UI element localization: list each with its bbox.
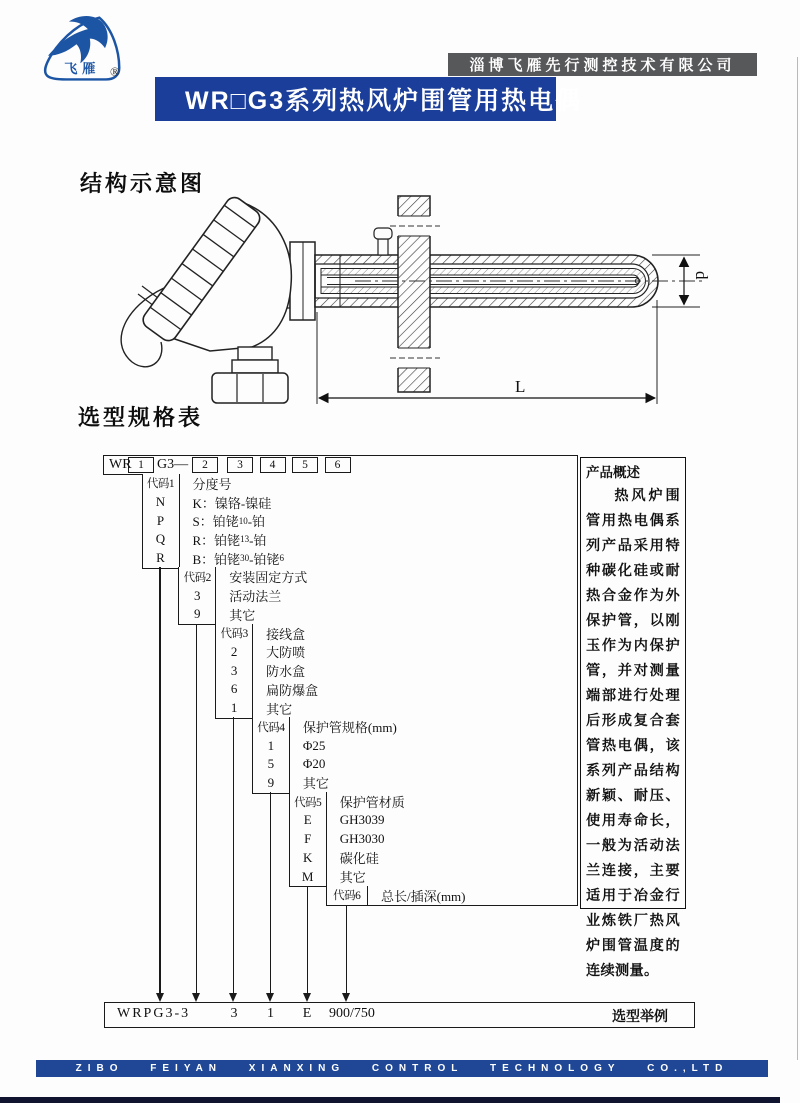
table-row	[215, 642, 578, 662]
table-row	[215, 624, 578, 644]
code-value-cell: 1	[216, 698, 253, 717]
example-value: 1	[267, 1006, 274, 1021]
code-value-cell: R	[143, 549, 180, 568]
table-row	[142, 511, 579, 531]
description-cell: Φ25	[302, 737, 326, 753]
description-cell: 活动法兰	[229, 589, 282, 605]
model-mid: G3—	[157, 457, 189, 472]
description-cell: Φ20	[302, 756, 326, 772]
example-model: WRPG3-3	[117, 1006, 191, 1021]
registered-mark: ®	[110, 64, 120, 79]
table-row	[252, 717, 578, 737]
dim-L-label: L	[515, 377, 526, 396]
leader-arrow-icon	[342, 993, 350, 1002]
leader-line	[196, 624, 197, 993]
example-value: 900/750	[329, 1006, 375, 1021]
overview-title: 产品概述	[586, 465, 640, 480]
footer-company-bar: ZIBO FEIYAN XIANXING CONTROL TECHNOLOGY CO.,LTD	[36, 1060, 768, 1077]
model-box-1: 1	[128, 457, 154, 473]
code-label-cell: 代码1	[143, 474, 180, 493]
model-designation-row	[103, 455, 578, 475]
code-value-cell: M	[290, 867, 327, 886]
selection-heading: 选型规格表	[78, 405, 204, 430]
page-bottom-strip	[0, 1097, 780, 1103]
code-label-cell: 代码6	[327, 886, 369, 905]
code-value-cell: 3	[216, 661, 253, 680]
table-row	[289, 811, 578, 831]
hex-nut	[212, 373, 288, 403]
description-cell: 总长/插深(mm)	[381, 888, 466, 904]
description-cell: 其它	[229, 607, 256, 623]
leader-arrow-icon	[229, 993, 237, 1002]
page-right-border	[797, 57, 798, 1060]
structure-heading: 结构示意图	[80, 171, 206, 196]
table-row	[252, 755, 578, 775]
table-row	[178, 605, 578, 625]
table-row	[142, 474, 579, 494]
table-row	[142, 492, 579, 512]
leader-line	[307, 886, 308, 993]
leader-arrow-icon	[192, 993, 200, 1002]
code-label-cell: 代码4	[253, 717, 290, 736]
code-value-cell: 9	[253, 773, 290, 792]
code-value-cell: 6	[216, 680, 253, 699]
description-cell: B：铂铑 30 -铂铑 6	[192, 551, 285, 567]
code-value-cell: 9	[179, 605, 216, 624]
code-value-cell: P	[143, 511, 180, 530]
model-box-2: 2	[192, 457, 218, 473]
description-cell: GH3039	[339, 812, 385, 828]
table-row	[289, 792, 578, 812]
description-cell: K：镍铬-镍硅	[192, 495, 272, 511]
leader-line	[233, 717, 234, 993]
model-box-3: 3	[227, 457, 253, 473]
table-row	[142, 530, 579, 550]
code-label-cell: 代码3	[216, 624, 253, 643]
code-value-cell: E	[290, 811, 327, 830]
table-row	[142, 549, 579, 569]
example-value: E	[302, 1006, 312, 1021]
leader-arrow-icon	[156, 993, 164, 1002]
table-row	[252, 736, 578, 756]
model-box-5: 5	[292, 457, 318, 473]
structure-diagram	[100, 190, 720, 422]
example-row	[104, 1002, 695, 1028]
leader-line	[159, 567, 160, 993]
bolt	[378, 239, 388, 255]
model-box-6: 6	[325, 457, 351, 473]
description-cell: 安装固定方式	[229, 570, 308, 586]
table-row	[215, 680, 578, 700]
table-row	[326, 886, 579, 906]
description-cell: GH3030	[339, 831, 385, 847]
dim-d-label: d	[692, 271, 711, 280]
table-row	[215, 698, 578, 718]
overview-body: 热风炉围管用热电偶系列产品采用特种碳化硅或耐热合金作为外保护管，以刚玉作为内保护管，并对测量端部进行处理后形成复合套管热电偶，该系列产品结构新颖、耐压、使用寿命长，一般为活动法兰连接，主要适用于冶金行业炼铁厂热风炉围管温度的连续测量。	[586, 488, 680, 979]
table-row	[252, 773, 578, 793]
table-row	[289, 830, 578, 850]
code-value-cell: K	[290, 848, 327, 867]
model-prefix: WR	[109, 457, 132, 472]
description-cell: R：铂铑 13 -铂	[192, 532, 267, 548]
code-value-cell: N	[143, 492, 180, 511]
page-title: WR□G3系列热风炉围管用热电偶	[155, 77, 556, 121]
logo-brand-text: 飞雁	[64, 60, 101, 76]
leader-arrow-icon	[266, 993, 274, 1002]
description-cell: 分度号	[192, 476, 232, 492]
description-cell: 大防喷	[266, 645, 306, 661]
bird-icon	[48, 16, 108, 63]
description-cell: 保护管规格(mm)	[302, 720, 397, 736]
table-row	[289, 867, 578, 887]
description-cell: 保护管材质	[339, 795, 405, 811]
description-cell: 其它	[302, 776, 329, 792]
model-box-4: 4	[260, 457, 286, 473]
code-label-cell: 代码2	[179, 567, 216, 586]
description-cell: 接线盒	[266, 626, 306, 642]
table-row	[178, 567, 578, 587]
example-label: 选型举例	[612, 1010, 668, 1025]
description-cell: 防水盒	[266, 664, 306, 680]
code-value-cell: Q	[143, 530, 180, 549]
description-cell: 碳化硅	[339, 851, 379, 867]
description-cell: 其它	[339, 870, 366, 886]
example-value: 3	[230, 1006, 238, 1021]
table-row	[289, 848, 578, 868]
table-row	[215, 661, 578, 681]
leader-arrow-icon	[303, 993, 311, 1002]
table-row	[178, 586, 578, 606]
leader-line	[346, 905, 347, 993]
head-neck	[238, 347, 272, 360]
leader-line	[270, 792, 271, 993]
code-value-cell: 3	[179, 586, 216, 605]
company-name-bar: 淄博飞雁先行测控技术有限公司	[448, 53, 757, 76]
description-cell: 扁防爆盒	[266, 682, 319, 698]
product-overview-panel	[580, 457, 686, 979]
code-value-cell: 5	[253, 755, 290, 774]
description-cell: S：铂铑 10 -铂	[192, 514, 266, 530]
code-label-cell: 代码5	[290, 792, 327, 811]
code-value-cell: 1	[253, 736, 290, 755]
code-value-cell: F	[290, 830, 327, 849]
description-cell: 其它	[266, 701, 293, 717]
code-value-cell: 2	[216, 642, 253, 661]
